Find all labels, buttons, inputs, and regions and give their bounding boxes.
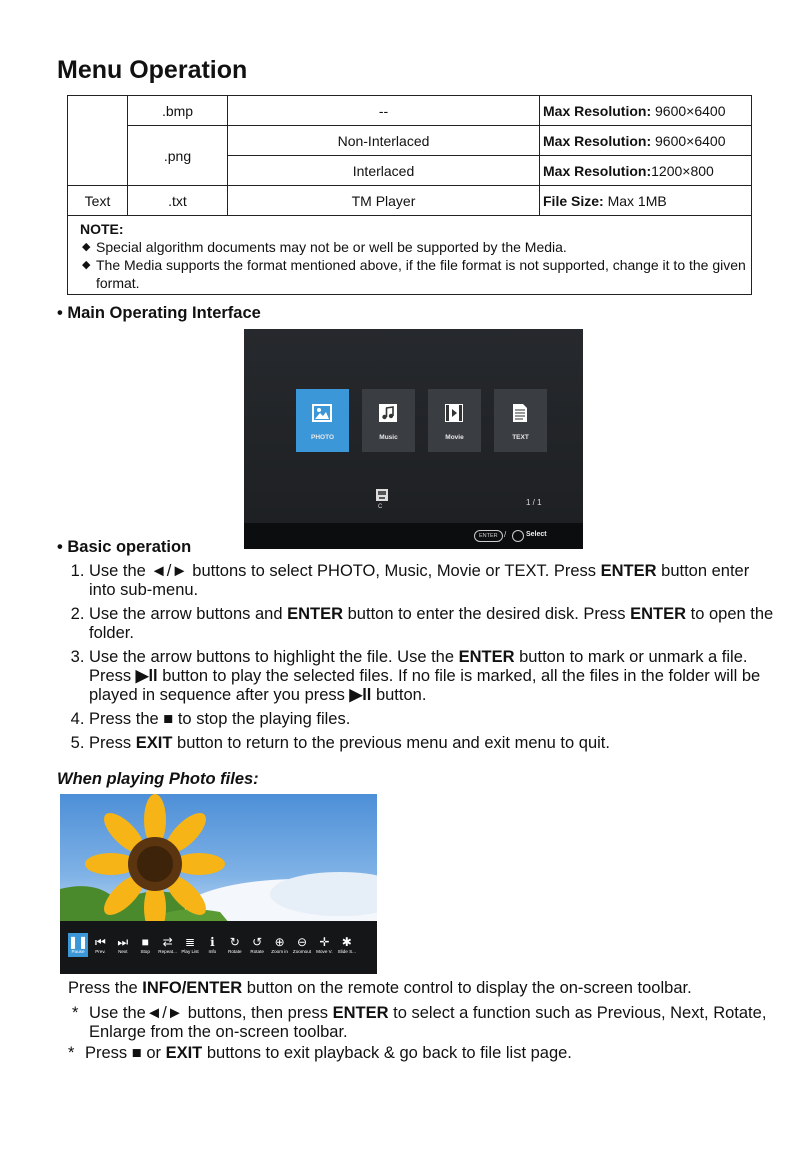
playlist-icon: ≣: [184, 935, 196, 949]
note-title: NOTE:: [80, 221, 124, 237]
tile-label: PHOTO: [311, 434, 334, 441]
note-row: [68, 216, 752, 295]
resolution-label: Max Resolution:: [543, 132, 652, 149]
movie-icon: [444, 403, 464, 423]
ext-cell: .txt: [128, 186, 228, 216]
text-run: to stop the playing files.: [173, 710, 351, 728]
toolbar-button-label: Slide S...: [337, 949, 356, 954]
tile-label: TEXT: [512, 434, 529, 441]
text-run: Use the ◄/► buttons to select PHOTO, Music, Movie or TEXT. Press: [89, 562, 601, 580]
text-run: button to enter the desired disk. Press: [343, 605, 631, 623]
toolbar-button-prev[interactable]: [90, 935, 110, 955]
toolbar-button-label: Play List: [181, 949, 199, 954]
main-menu-screen: [244, 329, 583, 549]
zoom-out-icon: ⊖: [296, 935, 308, 949]
resolution-cell: [540, 156, 752, 186]
star-bullet: *: [68, 1044, 75, 1062]
sunflower-image: [60, 794, 377, 924]
type-cell: [68, 96, 128, 186]
zoom-in-icon: ⊕: [274, 935, 285, 949]
stop-icon: ■: [141, 935, 149, 949]
toolbar-button-pause[interactable]: [68, 933, 88, 957]
note-item: [80, 238, 751, 256]
file-size-value: Max 1MB: [603, 192, 667, 209]
toolbar-button-label: Pause: [71, 949, 85, 954]
toolbar-button-label: Next: [118, 949, 128, 954]
text-run: button to return to the previous menu and exit menu to quit.: [172, 734, 610, 752]
tile-label: Movie: [445, 434, 464, 441]
resolution-value: 9600×6400: [651, 102, 726, 119]
text-run: button on the remote control to display the on-screen toolbar.: [242, 979, 692, 997]
prev-icon: ⏮: [94, 935, 106, 949]
toolbar-button-repeat[interactable]: [158, 935, 178, 955]
resolution-value: 9600×6400: [651, 132, 726, 149]
text-run: Press the: [89, 710, 164, 728]
ok-button-icon: [512, 530, 524, 542]
emphasis-text: ■: [131, 1044, 142, 1062]
note-text: The Media supports the format mentioned above, if the file format is not supported, change it to the given format.: [96, 257, 746, 291]
toolbar-instruction: [72, 1004, 769, 1042]
rotate-cw-icon: ↻: [229, 935, 240, 949]
tile-movie[interactable]: [428, 389, 481, 452]
toolbar-button-zoom-out[interactable]: [292, 935, 312, 955]
text-run: buttons to exit playback & go back to file list page.: [202, 1044, 572, 1062]
hint-bar: [244, 523, 583, 549]
star-bullet: *: [72, 1004, 79, 1022]
select-hint: Select: [526, 531, 547, 538]
mode-cell: --: [228, 96, 540, 126]
emphasis-text: ▶ll: [135, 667, 158, 685]
toolbar-button-rotate-ccw[interactable]: [247, 935, 267, 955]
step-item: [89, 710, 779, 729]
resolution-label: Max Resolution:: [543, 162, 652, 179]
usb-drive-icon[interactable]: [376, 489, 388, 501]
emphasis-text: ENTER: [332, 1004, 389, 1022]
rotate-ccw-icon: ↺: [252, 935, 263, 949]
text-icon: [510, 403, 530, 423]
text-run: Use the arrow buttons and: [89, 605, 288, 623]
repeat-icon: ⇄: [162, 935, 173, 949]
file-size-label: File Size:: [543, 192, 604, 209]
emphasis-text: ■: [163, 710, 174, 728]
tile-music[interactable]: [362, 389, 415, 452]
text-run: button to play the selected files. If no file is marked, all the files in the folder will be played in sequence after you press: [89, 667, 761, 704]
pause-icon: ❚❚: [68, 935, 89, 949]
toolbar-button-label: Repeat...: [158, 949, 177, 954]
emphasis-text: ENTER: [287, 605, 344, 623]
format-table: [67, 95, 752, 295]
toolbar-button-label: Info: [208, 949, 217, 954]
info-icon: ℹ: [210, 935, 215, 949]
toolbar-button-label: Rotate: [250, 949, 264, 954]
emphasis-text: ENTER: [458, 648, 515, 666]
type-cell: Text: [68, 186, 128, 216]
photo-toolbar: [60, 921, 377, 974]
note-text: Special algorithm documents may not be or well be supported by the Media.: [96, 239, 567, 255]
step-item: [89, 734, 779, 753]
toolbar-button-label: Zoomout: [292, 949, 312, 954]
resolution-value: 1200×800: [651, 162, 714, 179]
toolbar-button-rotate-cw[interactable]: [225, 935, 245, 955]
toolbar-button-stop[interactable]: [135, 935, 155, 955]
tile-text[interactable]: [494, 389, 547, 452]
toolbar-button-settings[interactable]: [337, 935, 357, 955]
text-run: to open the folder.: [89, 605, 774, 642]
ext-cell: .bmp: [128, 96, 228, 126]
text-run: button.: [371, 686, 427, 704]
settings-icon: ✱: [341, 935, 352, 949]
page-indicator: 1 / 1: [526, 498, 542, 507]
text-run: Use the◄/► buttons, then press: [89, 1004, 333, 1022]
resolution-cell: [540, 96, 752, 126]
toolbar-button-next[interactable]: [113, 935, 133, 955]
emphasis-text: INFO/ENTER: [142, 979, 243, 997]
toolbar-button-label: Move V.: [316, 949, 333, 954]
text-run: to select a function such as Previous, Next, Rotate, Enlarge from the on-screen toolbar.: [89, 1004, 767, 1041]
emphasis-text: ▶ll: [349, 686, 372, 704]
resolution-label: Max Resolution:: [543, 102, 652, 119]
toolbar-button-label: Prev.: [95, 949, 106, 954]
toolbar-button-move[interactable]: [314, 935, 334, 955]
text-run: button enter into sub-menu.: [89, 562, 750, 599]
text-run: Press: [89, 734, 136, 752]
file-size-cell: [540, 186, 752, 216]
ext-cell: .png: [128, 126, 228, 186]
mode-cell: TM Player: [228, 186, 540, 216]
exit-instruction: [68, 1044, 768, 1063]
text-run: Press the: [68, 979, 143, 997]
emphasis-text: ENTER: [630, 605, 687, 623]
photo-section-heading: When playing Photo files:: [57, 770, 259, 788]
mode-cell: Interlaced: [228, 156, 540, 186]
text-run: Press: [85, 1044, 132, 1062]
toolbar-button-playlist[interactable]: [180, 935, 200, 955]
resolution-cell: [540, 126, 752, 156]
text-run: or: [141, 1044, 166, 1062]
step-item: [89, 648, 779, 705]
emphasis-text: EXIT: [135, 734, 173, 752]
toolbar-button-label: Zoom in: [271, 949, 288, 954]
text-run: Use the arrow buttons to highlight the file. Use the: [89, 648, 459, 666]
note-cell: [68, 216, 752, 295]
steps-list: [67, 562, 779, 758]
toolbar-button-label: Stop: [140, 949, 150, 954]
photo-icon: [312, 403, 332, 423]
table-row: [68, 126, 752, 156]
emphasis-text: EXIT: [165, 1044, 203, 1062]
info-instruction: [68, 979, 768, 998]
step-item: [89, 562, 779, 600]
diamond-bullet-icon: ◆: [82, 241, 91, 253]
toolbar-button-zoom-in[interactable]: [270, 935, 290, 955]
drive-label: C: [378, 504, 383, 510]
tile-label: Music: [379, 434, 398, 441]
table-row: [68, 96, 752, 126]
table-row: [68, 186, 752, 216]
section-basic-operation: • Basic operation: [57, 538, 192, 556]
tile-photo[interactable]: [296, 389, 349, 452]
mode-cell: Non-Interlaced: [228, 126, 540, 156]
next-icon: ⏭: [117, 935, 129, 949]
emphasis-text: ENTER: [600, 562, 657, 580]
toolbar-button-label: Rotate: [228, 949, 242, 954]
text-run: button to mark or unmark a file. Press: [89, 648, 748, 685]
diamond-bullet-icon: ◆: [82, 259, 91, 271]
page-title: Menu Operation: [57, 56, 248, 84]
toolbar-button-info[interactable]: [202, 935, 222, 955]
photo-playback-screen: [60, 794, 377, 974]
note-item: [80, 256, 751, 292]
enter-key-hint: ENTER: [474, 530, 503, 542]
section-main-interface: • Main Operating Interface: [57, 304, 261, 322]
music-icon: [378, 403, 398, 423]
hint-separator: /: [504, 530, 507, 539]
move-icon: ✛: [319, 935, 330, 949]
step-item: [89, 605, 779, 643]
